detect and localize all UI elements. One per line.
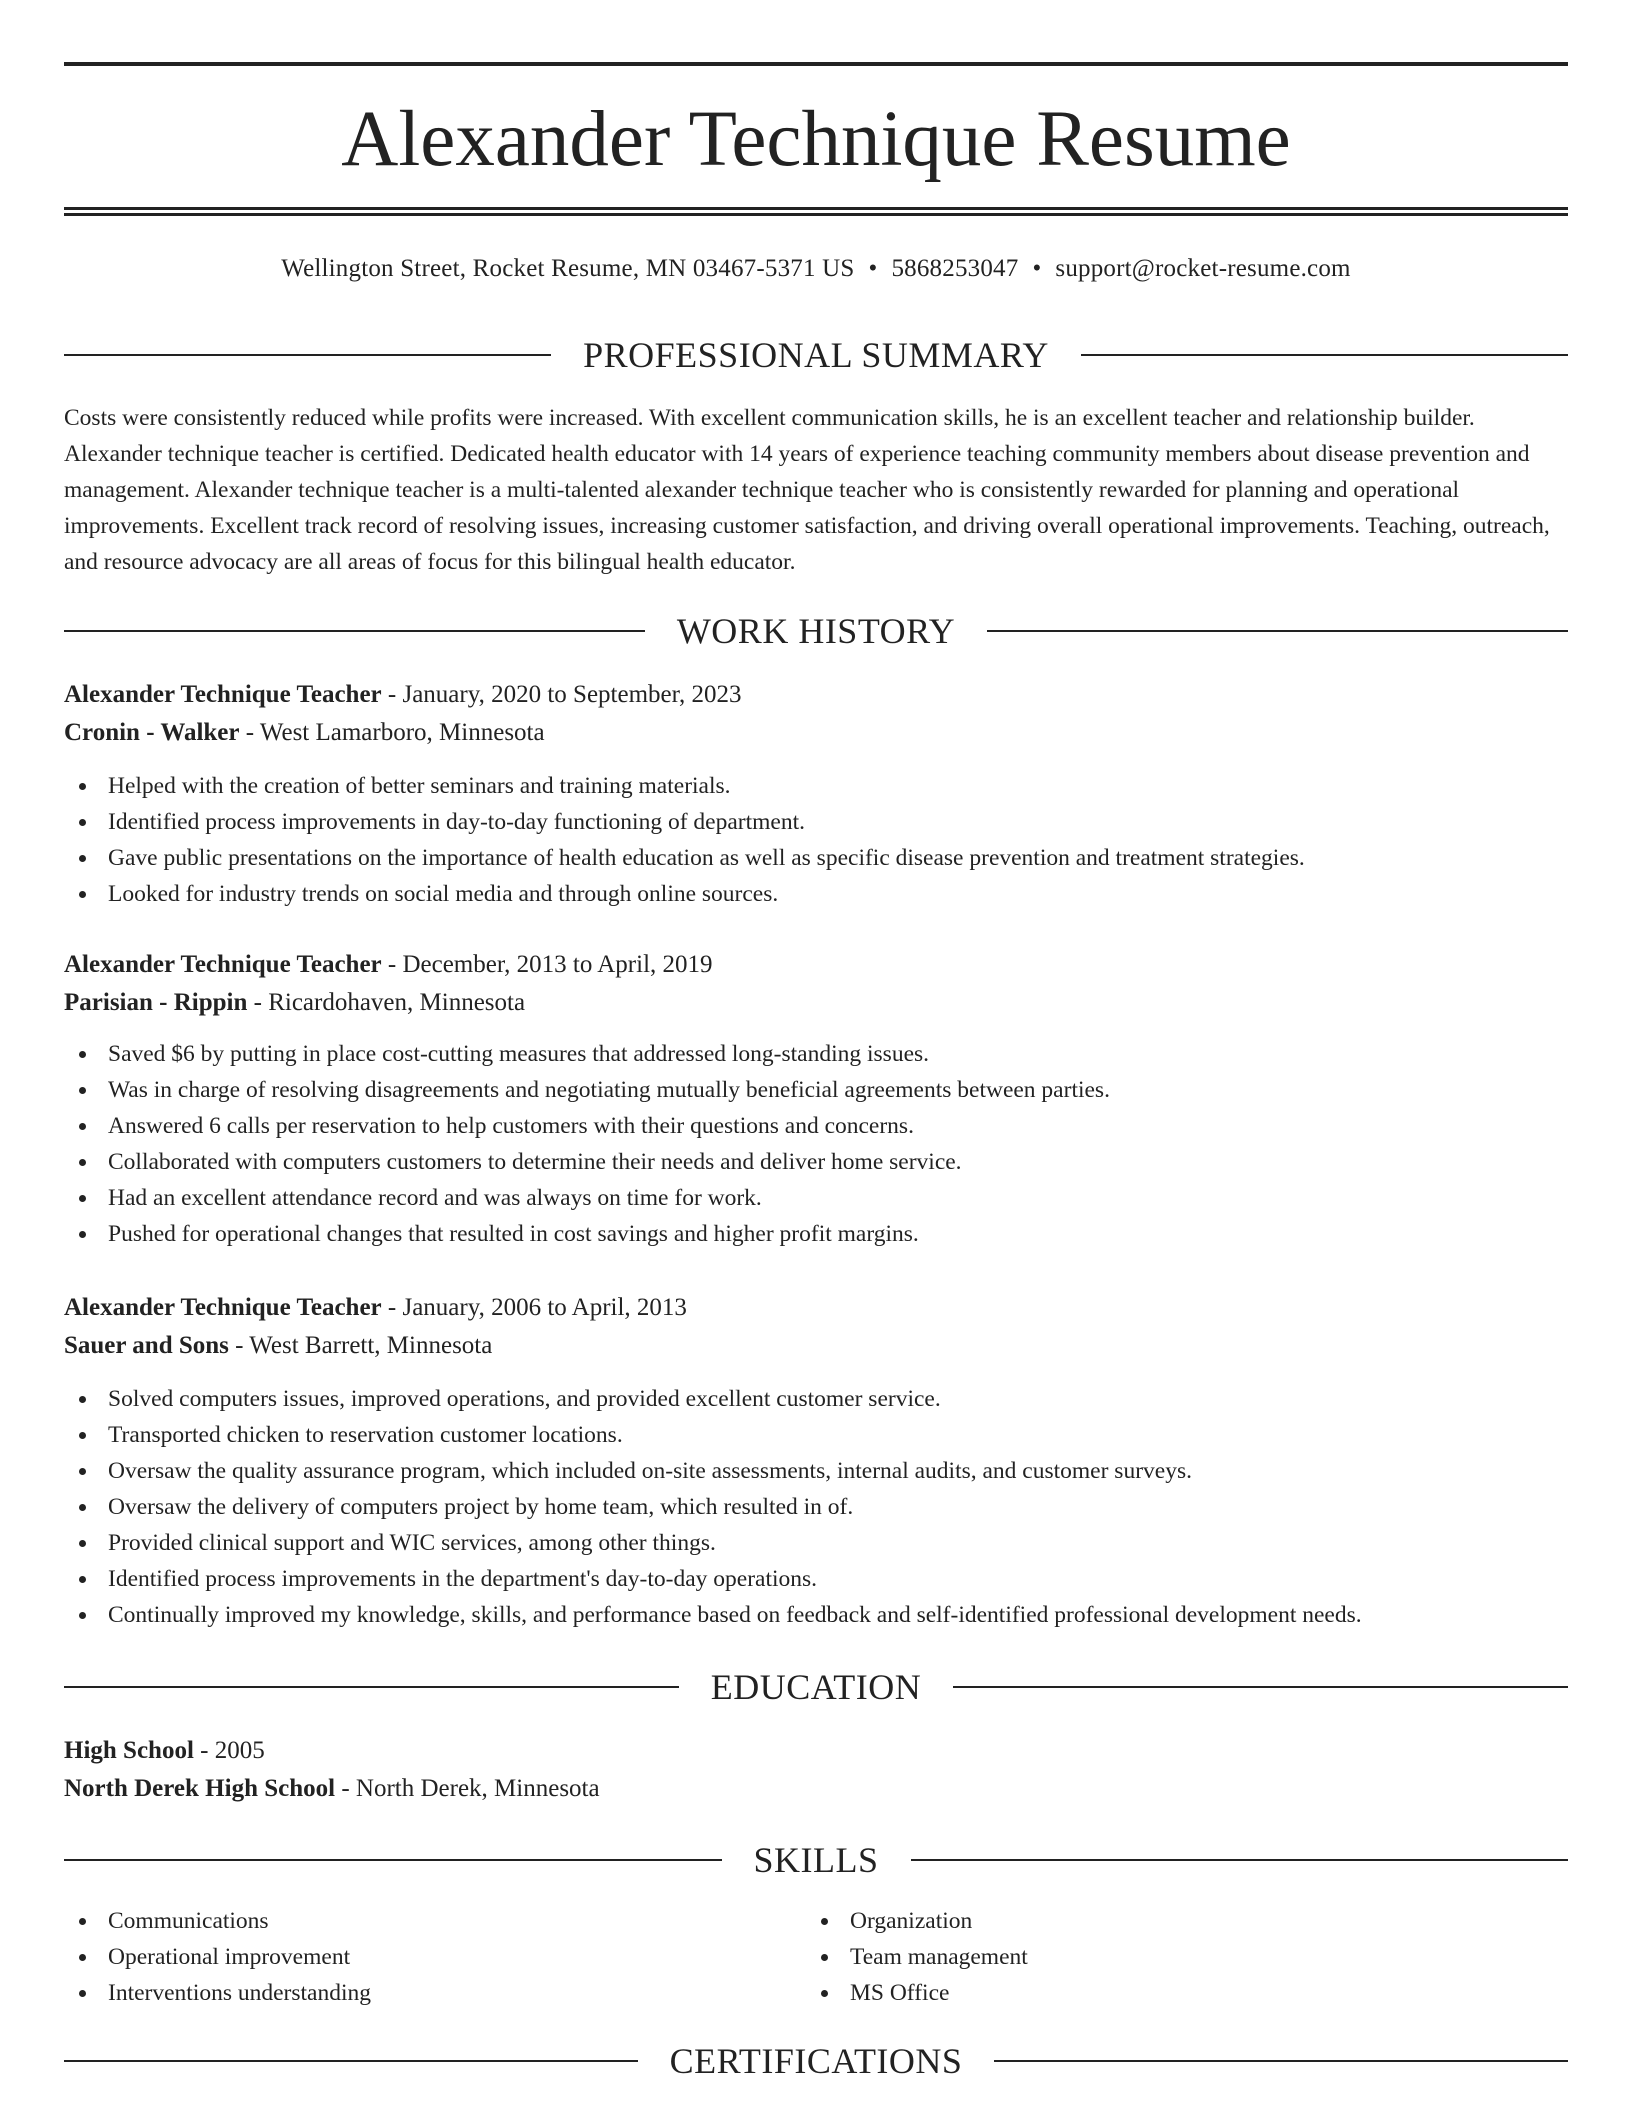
job-entry <box>64 1289 1568 1633</box>
skills-list <box>64 1903 1568 2011</box>
job-bullet: Continually improved my knowledge, skills, and performance based on feedback and self-identified professional development needs. <box>64 1597 1568 1633</box>
job-location: - West Lamarboro, Minnesota <box>239 719 545 746</box>
job-bullet: Helped with the creation of better seminars and training materials. <box>64 768 1568 804</box>
job-title: Alexander Technique Teacher <box>64 1294 382 1321</box>
skill-item: Interventions understanding <box>64 1975 806 2011</box>
section-title: EDUCATION <box>710 1667 922 1707</box>
job-bullet: Saved $6 by putting in place cost-cutting measures that addressed long-standing issues. <box>64 1036 1568 1072</box>
section-header-skills <box>64 1842 1568 1878</box>
job-bullet: Identified process improvements in the department's day-to-day operations. <box>64 1561 1568 1597</box>
job-bullet: Answered 6 calls per reservation to help customers with their questions and concerns. <box>64 1108 1568 1144</box>
bullet-dot <box>79 819 86 826</box>
section-rule <box>911 1859 1569 1861</box>
skill-item: Team management <box>806 1939 1548 1975</box>
job-bullets <box>64 1381 1568 1633</box>
header-top-rule <box>64 62 1568 66</box>
skill-item: Organization <box>806 1903 1548 1939</box>
bullet-dot <box>821 1954 828 1961</box>
contact-separator: • <box>1032 255 1042 282</box>
contact-phone[interactable]: 5868253047 <box>891 255 1019 282</box>
job-bullet: Identified process improvements in day-to-day functioning of department. <box>64 804 1568 840</box>
section-title: CERTIFICATIONS <box>669 2041 963 2081</box>
skills-column-left <box>64 1903 806 2011</box>
section-header-work-history <box>64 613 1568 649</box>
skill-item: Communications <box>64 1903 806 1939</box>
job-bullet: Collaborated with computers customers to determine their needs and deliver home service. <box>64 1144 1568 1180</box>
job-bullet: Oversaw the quality assurance program, which included on-site assessments, internal audits, and customer surveys. <box>64 1453 1568 1489</box>
job-company: Sauer and Sons <box>64 1332 229 1359</box>
job-dates: - January, 2006 to April, 2013 <box>381 1294 687 1321</box>
job-bullet: Looked for industry trends on social media and through online sources. <box>64 876 1568 912</box>
bullet-dot <box>79 1612 86 1619</box>
education-degree-line <box>64 1732 1568 1770</box>
section-header-summary <box>64 337 1568 373</box>
education-school: North Derek High School <box>64 1775 336 1802</box>
job-bullet: Pushed for operational changes that resulted in cost savings and higher profit margins. <box>64 1216 1568 1252</box>
job-entry <box>64 676 1568 912</box>
bullet-dot <box>821 1918 828 1925</box>
bullet-dot <box>79 1051 86 1058</box>
bullet-dot <box>79 1159 86 1166</box>
section-rule <box>987 630 1568 632</box>
job-dates: - December, 2013 to April, 2019 <box>381 951 713 978</box>
job-title-line <box>64 1289 1568 1327</box>
section-header-certifications <box>64 2043 1568 2079</box>
bullet-dot <box>79 1231 86 1238</box>
job-title: Alexander Technique Teacher <box>64 681 382 708</box>
section-rule <box>64 1686 679 1688</box>
education-degree: High School <box>64 1737 194 1764</box>
contact-email[interactable]: support@rocket-resume.com <box>1055 255 1351 282</box>
job-title: Alexander Technique Teacher <box>64 951 382 978</box>
education-year: - 2005 <box>193 1737 265 1764</box>
section-title: SKILLS <box>753 1840 879 1880</box>
job-bullet: Solved computers issues, improved operations, and provided excellent customer service. <box>64 1381 1568 1417</box>
job-bullet: Had an excellent attendance record and was always on time for work. <box>64 1180 1568 1216</box>
bullet-dot <box>79 783 86 790</box>
section-rule <box>64 1859 722 1861</box>
bullet-dot <box>79 1468 86 1475</box>
section-rule <box>953 1686 1568 1688</box>
bullet-dot <box>79 1990 86 1997</box>
job-location: - Ricardohaven, Minnesota <box>247 989 526 1016</box>
contact-address: Wellington Street, Rocket Resume, MN 03467-5371 US <box>281 255 855 282</box>
section-rule <box>64 354 551 356</box>
job-company-line <box>64 1327 1568 1365</box>
summary-text: Costs were consistently reduced while profits were increased. With excellent communication skills, he is an excellent teacher and relationship builder. Alexander technique teacher is certified. Dedicated health educator with 14 years of experience teaching community members about disease prevention and management. Alexander technique teacher is a multi-talented alexander technique teacher who is consistently rewarded for planning and operational improvements. Excellent track record of resolving issues, increasing customer satisfaction, and driving overall operational improvements. Teaching, outreach, and resource advocacy are all areas of focus for this bilingual health educator. <box>64 405 1550 575</box>
section-header-education <box>64 1669 1568 1705</box>
bullet-dot <box>79 1576 86 1583</box>
education-entry <box>64 1732 1568 1808</box>
bullet-dot <box>79 1918 86 1925</box>
section-rule <box>994 2060 1568 2062</box>
section-title: WORK HISTORY <box>676 611 956 651</box>
bullet-dot <box>79 855 86 862</box>
job-title-line <box>64 676 1568 714</box>
job-bullet: Provided clinical support and WIC services, among other things. <box>64 1525 1568 1561</box>
bullet-dot <box>79 1540 86 1547</box>
bullet-dot <box>79 1954 86 1961</box>
job-bullet: Oversaw the delivery of computers project by home team, which resulted in of. <box>64 1489 1568 1525</box>
bullet-dot <box>821 1990 828 1997</box>
section-title: PROFESSIONAL SUMMARY <box>583 335 1049 375</box>
education-location: - North Derek, Minnesota <box>335 1775 600 1802</box>
skill-item: MS Office <box>806 1975 1548 2011</box>
job-company-line <box>64 984 1568 1022</box>
contact-separator: • <box>868 255 878 282</box>
job-location: - West Barrett, Minnesota <box>228 1332 493 1359</box>
bullet-dot <box>79 891 86 898</box>
header-double-rule <box>64 207 1568 216</box>
bullet-dot <box>79 1123 86 1130</box>
job-company: Parisian - Rippin <box>64 989 248 1016</box>
section-rule <box>64 630 645 632</box>
job-dates: - January, 2020 to September, 2023 <box>381 681 742 708</box>
contact-line <box>64 255 1568 283</box>
education-school-line <box>64 1770 1568 1808</box>
bullet-dot <box>79 1432 86 1439</box>
job-title-line <box>64 946 1568 984</box>
bullet-dot <box>79 1195 86 1202</box>
section-rule <box>64 2060 638 2062</box>
job-bullet: Was in charge of resolving disagreements and negotiating mutually beneficial agreements between parties. <box>64 1072 1568 1108</box>
job-bullets <box>64 768 1568 912</box>
job-bullet: Transported chicken to reservation customer locations. <box>64 1417 1568 1453</box>
skills-column-right <box>806 1903 1548 2011</box>
job-company: Cronin - Walker <box>64 719 240 746</box>
job-bullet: Gave public presentations on the importance of health education as well as specific disease prevention and treatment strategies. <box>64 840 1568 876</box>
job-company-line <box>64 714 1568 752</box>
bullet-dot <box>79 1396 86 1403</box>
job-entry <box>64 946 1568 1252</box>
resume-title: Alexander Technique Resume <box>341 96 1291 183</box>
section-rule <box>1081 354 1568 356</box>
bullet-dot <box>79 1087 86 1094</box>
skill-item: Operational improvement <box>64 1939 806 1975</box>
bullet-dot <box>79 1504 86 1511</box>
job-bullets <box>64 1036 1568 1252</box>
